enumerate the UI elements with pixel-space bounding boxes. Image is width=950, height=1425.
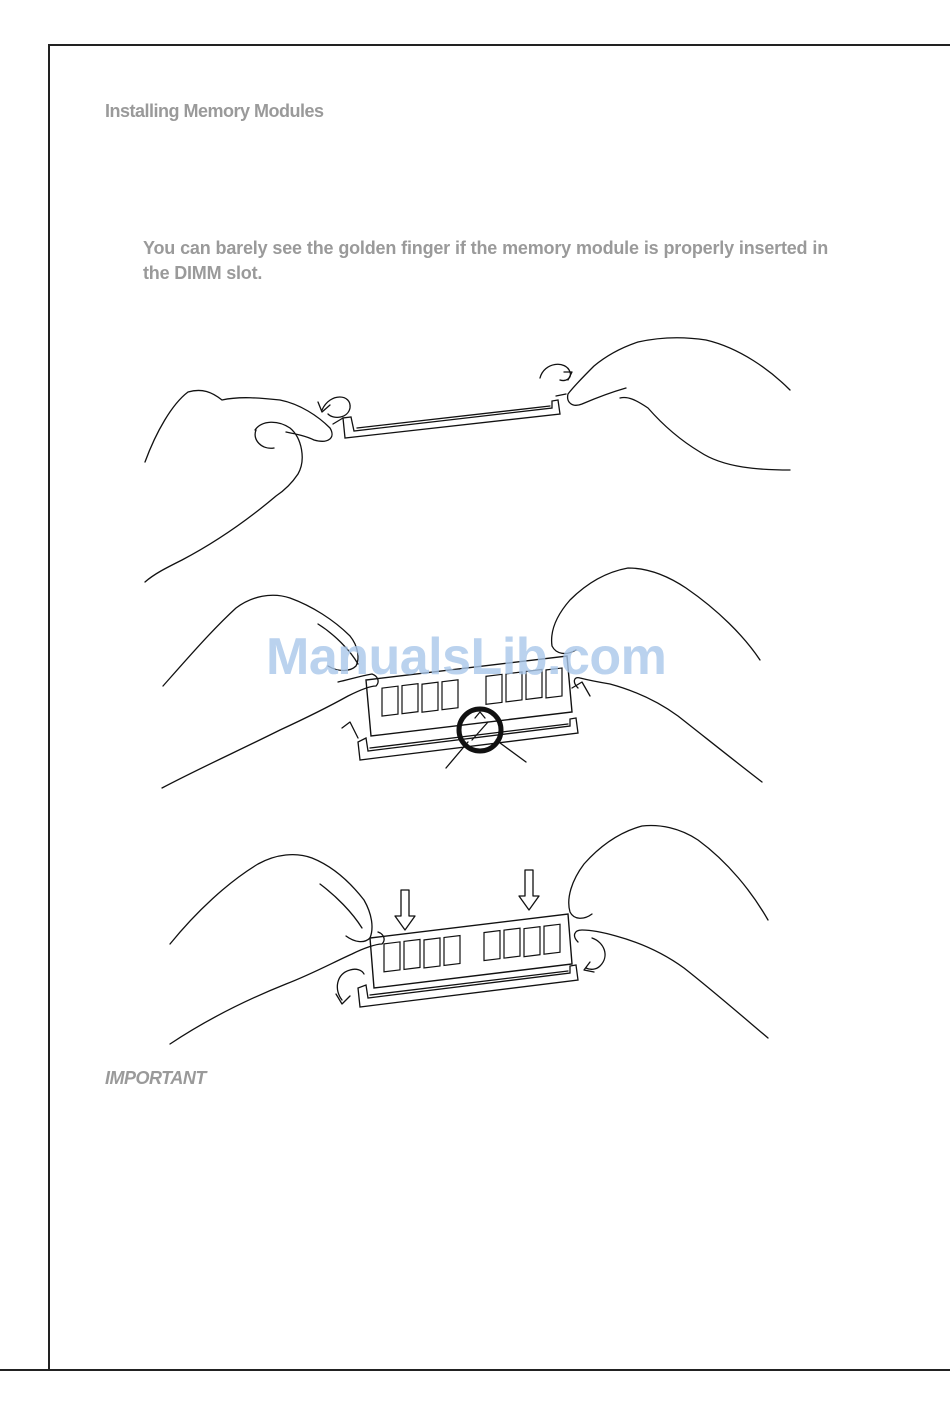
figure-open-clips <box>145 338 790 582</box>
down-arrow-icon <box>395 890 415 930</box>
section-title: Installing Memory Modules <box>105 101 324 121</box>
down-arrow-icon <box>519 870 539 910</box>
dimm-slot <box>343 400 560 438</box>
rotate-arrow-icon <box>322 397 350 417</box>
figure-press-down <box>170 826 768 1044</box>
left-hand <box>145 390 332 582</box>
watermark: ManualsLib.com <box>266 628 667 686</box>
rotate-arrow-icon <box>586 938 605 969</box>
left-hand <box>170 855 384 1044</box>
left-hand <box>162 595 378 788</box>
right-hand <box>568 338 790 470</box>
important-heading: IMPORTANT <box>105 1068 206 1088</box>
key-pointer-line <box>496 740 526 762</box>
right-hand <box>569 826 768 1038</box>
note-text: You can barely see the golden finger if the memory module is properly inserted in the DIMM slot. <box>143 238 828 283</box>
